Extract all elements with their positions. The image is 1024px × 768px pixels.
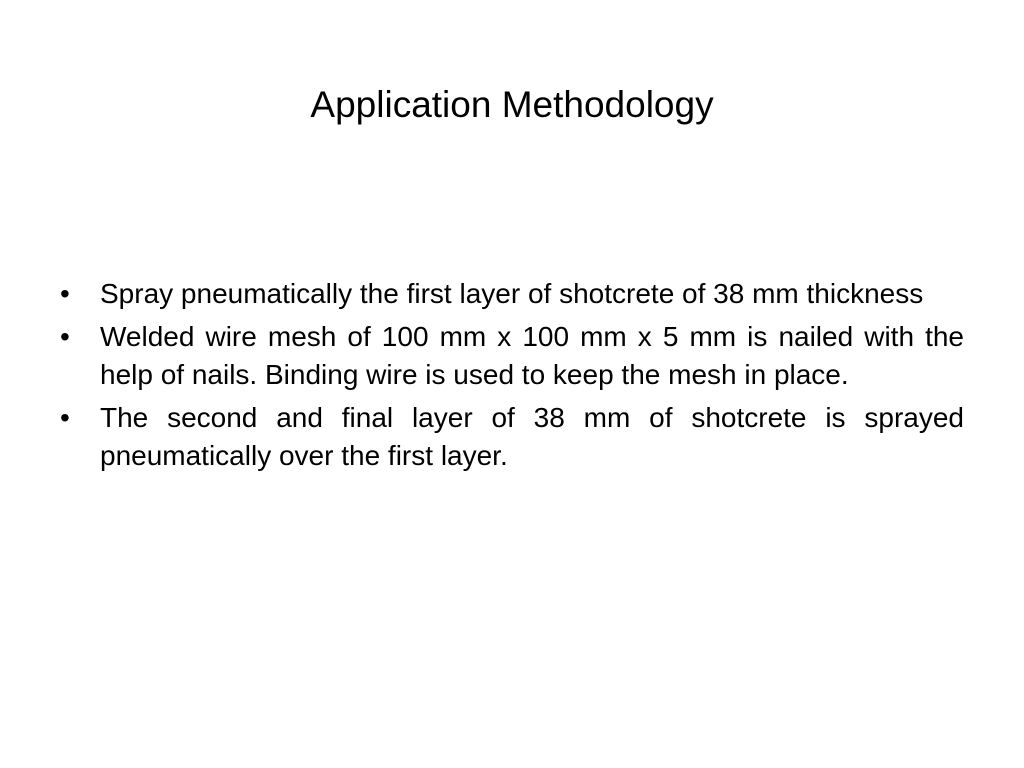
bullet-list [60, 275, 964, 480]
bullet-icon: • [60, 278, 70, 309]
bullet-icon: • [60, 321, 70, 352]
bullet-item-3 [60, 399, 964, 475]
bullet-icon: • [60, 402, 70, 433]
bullet-text-1: Spray pneumatically the first layer of shotcrete of 38 mm thickness [100, 278, 924, 309]
slide-title: Application Methodology [310, 84, 714, 125]
bullet-item-2 [60, 318, 964, 394]
bullet-text-2: Welded wire mesh of 100 mm x 100 mm x 5 mm is nailed with the help of nails. Binding wire is used to keep the mesh in place. [100, 321, 964, 390]
bullet-item-1 [60, 275, 964, 313]
bullet-text-3: The second and final layer of 38 mm of shotcrete is sprayed pneumatically over the first layer. [100, 402, 964, 471]
